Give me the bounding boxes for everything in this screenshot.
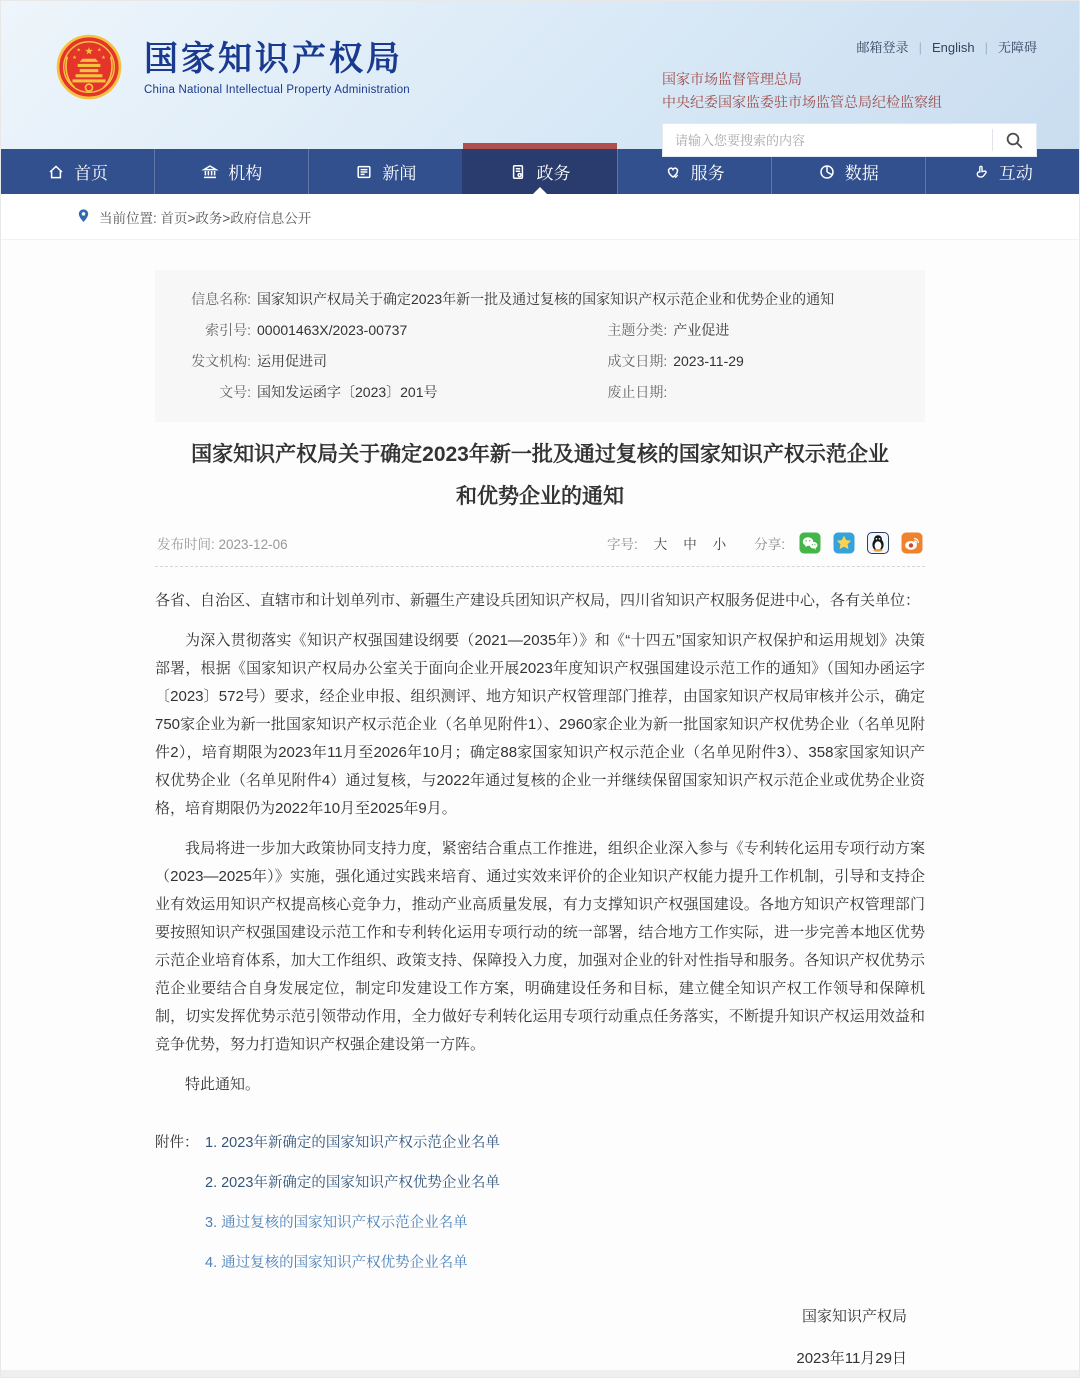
- info-topic-label: 主题分类:: [607, 322, 668, 338]
- document-panel: [155, 270, 925, 1373]
- samr-link[interactable]: 国家市场监督管理总局: [662, 71, 802, 87]
- location-pin-icon: [76, 208, 91, 225]
- info-topic-value: 产业促进: [673, 322, 730, 338]
- nav-tab-data[interactable]: 数据: [771, 149, 925, 194]
- svg-text:★: ★: [76, 47, 81, 54]
- font-size-label: 字号:: [606, 537, 638, 552]
- search-input[interactable]: [663, 133, 992, 148]
- font-size-large-button[interactable]: 大: [653, 537, 668, 552]
- signature-block: [155, 1303, 925, 1373]
- nav-tab-services[interactable]: 服务: [617, 149, 771, 194]
- info-date-label: 成文日期:: [607, 353, 668, 369]
- main-nav: [1, 149, 1079, 194]
- signature-org: 国家知识产权局: [801, 1308, 907, 1325]
- nav-tab-gov-affairs[interactable]: 政务: [462, 149, 616, 194]
- attachment-link-3[interactable]: 3. 通过复核的国家知识产权示范企业名单: [205, 1215, 468, 1231]
- share-buttons: [799, 532, 923, 554]
- info-docno-value: 国知发运函字〔2023〕201号: [257, 384, 438, 400]
- attachments-label: 附件：: [155, 1135, 199, 1151]
- wechat-icon[interactable]: [799, 532, 821, 554]
- related-agency-links: [662, 68, 1037, 114]
- qq-icon[interactable]: [867, 532, 889, 554]
- home-icon: [47, 163, 65, 181]
- info-date-value: 2023-11-29: [673, 353, 744, 369]
- service-icon: [664, 163, 682, 181]
- dashed-divider: [155, 566, 925, 567]
- info-name-label: 信息名称:: [191, 291, 251, 307]
- info-repeal-label: 废止日期:: [607, 384, 668, 400]
- breadcrumb-path[interactable]: 首页>政务>政府信息公开: [160, 210, 312, 226]
- english-link[interactable]: English: [931, 40, 975, 55]
- svg-text:★: ★: [101, 54, 106, 61]
- search-button[interactable]: [992, 129, 1036, 151]
- svg-text:★: ★: [97, 47, 102, 54]
- interaction-icon: [972, 163, 990, 181]
- svg-text:★: ★: [72, 54, 77, 61]
- news-icon: [355, 163, 373, 181]
- paragraph-closing: 特此通知。: [185, 1076, 261, 1093]
- paragraph-1: 为深入贯彻落实《知识产权强国建设纲要（2021—2035年）》和《“十四五”国家知识产权保护和运用规划》决策部署，根据《国家知识产权局办公室关于面向企业开展2023年度知识产权强国建设示范工作的通知》（国知办函运字〔2023〕572号）要求，经企业申报、组织测评、地方知识产权管理部门推荐，由国家知识产权局审核并公示，确定750家企业为新一批国家知识产权示范企业（名单见附件1）、2960家企业为新一批国家知识产权优势企业（名单见附件2），培育期限为2023年11月至2026年10月；确定88家国家知识产权示范企业（名单见附件3）、358家国家知识产权优势企业（名单见附件4）通过复核，与2022年通过复核的企业一并继续保留国家知识产权示范企业或优势企业资格，培育期限仍为2022年10月至2025年9月。: [155, 632, 925, 817]
- font-size-small-button[interactable]: 小: [712, 537, 727, 552]
- national-emblem-logo: [56, 34, 122, 100]
- weibo-icon[interactable]: [901, 532, 923, 554]
- top-utility-links: 邮箱登录 | English | 无障碍: [856, 40, 1037, 55]
- site-header: [1, 1, 1079, 149]
- mail-login-link[interactable]: 邮箱登录: [856, 40, 909, 55]
- institution-icon: [201, 163, 219, 181]
- publish-time: 发布时间: 2023-12-06: [157, 537, 288, 552]
- info-index-label: 索引号:: [205, 322, 251, 338]
- info-issuer-value: 运用促进司: [257, 353, 327, 369]
- qzone-icon[interactable]: [833, 532, 855, 554]
- document-info-table: [155, 270, 925, 422]
- attachment-link-4[interactable]: 4. 通过复核的国家知识产权优势企业名单: [205, 1255, 468, 1271]
- site-subtitle: China National Intellectual Property Administration: [144, 84, 410, 96]
- signature-date: 2023年11月29日: [796, 1350, 907, 1367]
- nav-tab-interaction[interactable]: 互动: [925, 149, 1079, 194]
- breadcrumb: [1, 194, 1079, 240]
- info-index-value: 00001463X/2023-00737: [257, 322, 408, 338]
- header-right: [662, 37, 1037, 157]
- data-icon: [818, 163, 836, 181]
- paragraph-2: 我局将进一步加大政策协同支持力度，紧密结合重点工作推进，组织企业深入参与《专利转化运用专项行动方案（2023—2025年）》实施，强化通过实践来培育、通过实效来评价的企业知识产权能力提升工作机制，引导和支持企业有效运用知识产权提高核心竞争力，推动产业高质量发展，有力支撑知识产权强国建设。各地方知识产权管理部门要按照知识产权强国建设示范工作和专利转化运用专项行动的统一部署，结合地方工作实际，进一步完善本地区优势示范企业培育体系，加大工作组织、政策支持、保障投入力度，加强对企业的针对性指导和服务。各知识产权优势示范企业要结合自身发展定位，制定印发建设工作方案，明确建设任务和目标，建立健全知识产权工作领导和保障机制，切实发挥优势示范引领带动作用，全力做好专利转化运用专项行动重点任务落实，不断提升知识产权运用效益和竞争优势，努力打造知识产权强企建设第一方阵。: [155, 840, 925, 1053]
- discipline-inspection-link[interactable]: 中央纪委国家监委驻市场监管总局纪检监察组: [662, 94, 942, 110]
- active-tab-red-bar: [463, 143, 616, 149]
- nav-tab-home[interactable]: 首页: [1, 149, 154, 194]
- share-label: 分享:: [754, 537, 785, 552]
- info-issuer-label: 发文机构:: [191, 353, 251, 369]
- search-icon: [1005, 131, 1024, 150]
- nav-tab-institutions[interactable]: 机构: [154, 149, 308, 194]
- svg-text:★: ★: [84, 46, 94, 58]
- attachment-link-2[interactable]: 2. 2023年新确定的国家知识产权优势企业名单: [205, 1175, 500, 1191]
- info-docno-label: 文号:: [219, 384, 251, 400]
- attachments-section: [155, 1129, 925, 1277]
- article-body: [155, 587, 925, 1099]
- article-title: 国家知识产权局关于确定2023年新一批及通过复核的国家知识产权示范企业 和优势企业的通知: [191, 443, 889, 508]
- breadcrumb-label: 当前位置:: [99, 210, 157, 226]
- attachment-link-1[interactable]: 1. 2023年新确定的国家知识产权示范企业名单: [205, 1135, 500, 1151]
- font-size-medium-button[interactable]: 中: [683, 537, 697, 552]
- info-repeal-value: [667, 377, 673, 408]
- accessibility-link[interactable]: 无障碍: [997, 40, 1037, 55]
- info-name-value: 国家知识产权局关于确定2023年新一批及通过复核的国家知识产权示范企业和优势企业的通知: [257, 291, 835, 307]
- page-bottom-strip: [1, 1370, 1079, 1377]
- gov-affairs-icon: [509, 163, 527, 181]
- site-brand: [56, 34, 410, 100]
- article-meta-row: [155, 532, 925, 554]
- site-title: 国家知识产权局: [144, 40, 403, 78]
- paragraph-addressees: 各省、自治区、直辖市和计划单列市、新疆生产建设兵团知识产权局，四川省知识产权服务促进中心，各有关单位：: [155, 592, 921, 609]
- active-tab-caret: [533, 187, 547, 194]
- nav-tab-news[interactable]: 新闻: [308, 149, 462, 194]
